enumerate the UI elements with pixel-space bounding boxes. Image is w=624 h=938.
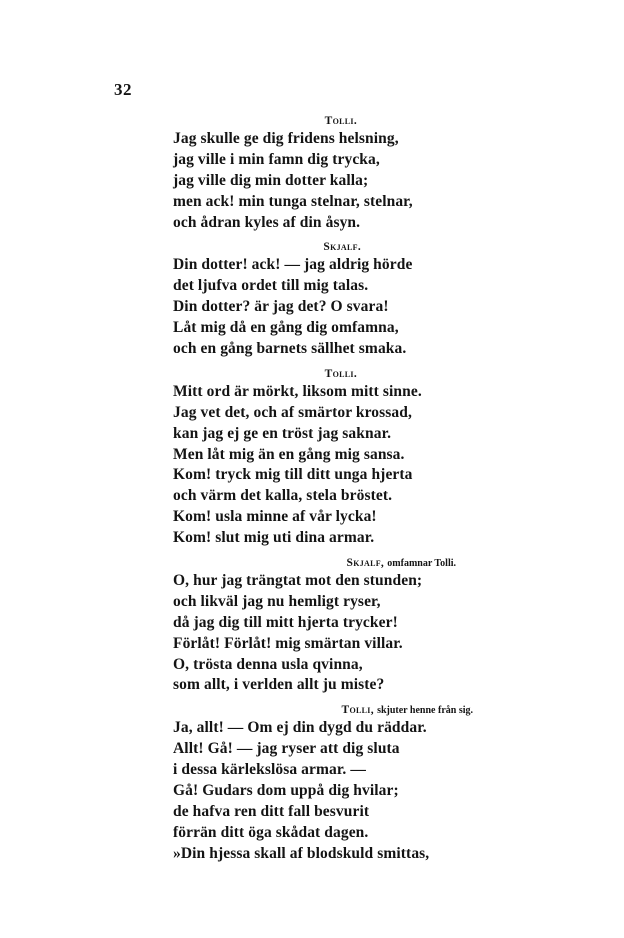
speaker-label: Skjalf, xyxy=(346,557,385,570)
verse-line: Ja, allt! — Om ej din dygd du räddar. xyxy=(173,719,427,737)
verse-line: Allt! Gå! — jag ryser att dig sluta xyxy=(173,740,400,758)
verse-line: det ljufva ordet till mig talas. xyxy=(173,277,369,295)
verse-line: Jag vet det, och af smärtor krossad, xyxy=(173,403,412,421)
verse-line: Men låt mig än en gång mig sansa. xyxy=(173,445,405,463)
verse-line: Mitt ord är mörkt, liksom mitt sinne. xyxy=(173,382,422,400)
verse-line: Förlåt! Förlåt! mig smärtan villar. xyxy=(173,634,403,652)
verse-line: och ådran kyles af din åsyn. xyxy=(173,213,361,231)
verse-line: Din dotter? är jag det? O svara! xyxy=(173,298,389,316)
verse-line: kan jag ej ge en tröst jag saknar. xyxy=(173,424,392,442)
verse-line: Låt mig då en gång dig omfamna, xyxy=(173,319,399,337)
verse-line: Kom! tryck mig till ditt unga hjerta xyxy=(173,466,413,484)
verse-line: jag ville i min famn dig trycka, xyxy=(173,150,380,168)
page-number: 32 xyxy=(114,80,132,99)
verse-line: O, hur jag trängtat mot den stunden; xyxy=(173,572,423,590)
stanza-2 xyxy=(173,240,463,359)
verse-line: Jag skulle ge dig fridens helsning, xyxy=(173,130,399,147)
verse-line: »Din hjessa skall af blodskuld smittas, xyxy=(173,844,430,862)
speaker-name xyxy=(173,703,473,718)
verse-line: Kom! usla minne af vår lycka! xyxy=(173,508,377,526)
verse-line: som allt, i verlden allt ju miste? xyxy=(173,676,385,694)
stage-direction: skjuter henne från sig. xyxy=(377,705,473,717)
speaker-label: Skjalf. xyxy=(323,241,361,254)
verse-line: men ack! min tunga stelnar, stelnar, xyxy=(173,192,413,210)
speaker-name xyxy=(173,240,463,255)
speaker-label: Tolli. xyxy=(324,115,357,127)
stage-direction: omfamnar Tolli. xyxy=(387,558,456,570)
verse-line: och värm det kalla, stela bröstet. xyxy=(173,487,393,505)
speaker-name xyxy=(173,114,463,129)
speaker-name xyxy=(173,556,463,571)
verse-line: då jag dig till mitt hjerta trycker! xyxy=(173,613,398,631)
verse-line: Din dotter! ack! — jag aldrig hörde xyxy=(173,256,413,274)
verse-line: Kom! slut mig uti dina armar. xyxy=(173,529,375,547)
stanza-3 xyxy=(173,367,463,549)
speaker-label: Tolli. xyxy=(324,367,357,380)
speaker-name xyxy=(173,367,463,382)
speaker-label: Tolli, xyxy=(341,704,374,717)
stanza-4 xyxy=(173,556,463,696)
verse-line: förrän ditt öga skådat dagen. xyxy=(173,823,369,841)
verse-line: i dessa kärlekslösa armar. — xyxy=(173,761,366,779)
verse-line: och en gång barnets sällhet smaka. xyxy=(173,340,407,358)
poem-text xyxy=(173,114,473,865)
stanza-5 xyxy=(173,703,473,864)
stanza-1 xyxy=(173,114,463,233)
verse-line: O, trösta denna usla qvinna, xyxy=(173,655,363,673)
verse-line: de hafva ren ditt fall besvurit xyxy=(173,802,370,820)
verse-line: jag ville dig min dotter kalla; xyxy=(173,171,369,189)
verse-line: Gå! Gudars dom uppå dig hvilar; xyxy=(173,782,399,800)
verse-line: och likväl jag nu hemligt ryser, xyxy=(173,592,381,610)
